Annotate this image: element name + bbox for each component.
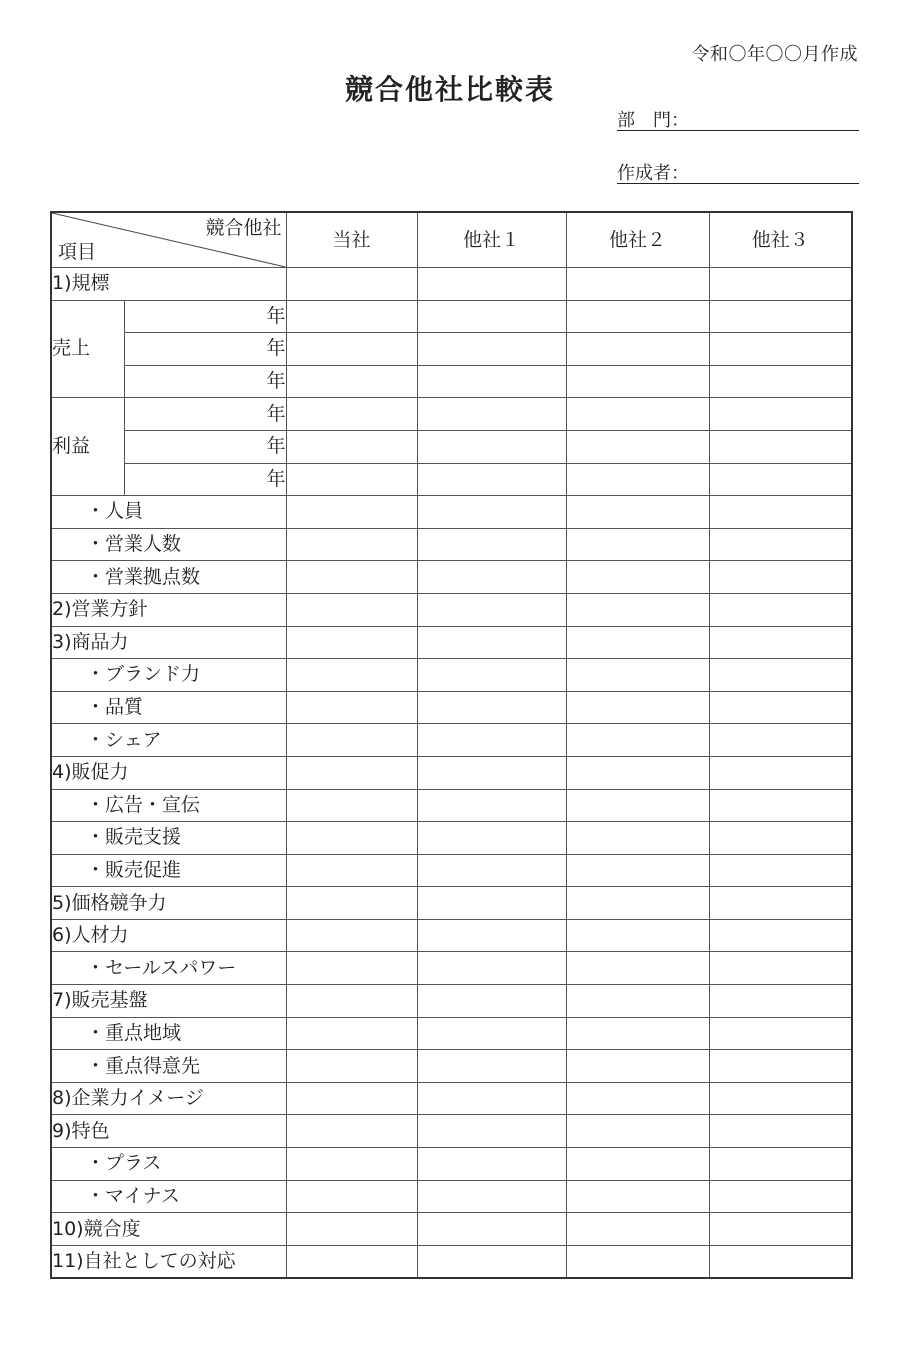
input-cell[interactable]: [286, 365, 417, 398]
input-cell[interactable]: [709, 561, 852, 594]
table-row: [51, 1050, 852, 1083]
column-header-competitor-3: 他社３: [709, 212, 852, 268]
input-cell[interactable]: [417, 952, 566, 985]
year-cell[interactable]: 年: [124, 333, 286, 366]
input-cell[interactable]: [417, 1115, 566, 1148]
author-label: 作成者：: [617, 163, 689, 184]
input-cell[interactable]: [709, 1148, 852, 1181]
input-cell[interactable]: [566, 1213, 709, 1246]
table-row: [51, 1148, 852, 1181]
input-cell[interactable]: [286, 952, 417, 985]
table-row: [51, 724, 852, 757]
input-cell[interactable]: [417, 593, 566, 626]
table-row: [51, 691, 852, 724]
input-cell[interactable]: [709, 1213, 852, 1246]
row-label: 4)販促力: [51, 756, 286, 789]
table-row: [51, 1213, 852, 1246]
row-label: 7)販売基盤: [51, 985, 286, 1018]
input-cell[interactable]: [417, 691, 566, 724]
input-cell[interactable]: [286, 789, 417, 822]
input-cell[interactable]: [286, 756, 417, 789]
input-cell[interactable]: [566, 561, 709, 594]
input-cell[interactable]: [566, 756, 709, 789]
table-row: [51, 919, 852, 952]
input-cell[interactable]: [709, 952, 852, 985]
row-label: ・マイナス: [51, 1180, 286, 1213]
row-label: ・重点得意先: [51, 1050, 286, 1083]
input-cell[interactable]: [417, 756, 566, 789]
input-cell[interactable]: [286, 626, 417, 659]
input-cell[interactable]: [566, 1148, 709, 1181]
table-row: [51, 561, 852, 594]
input-cell[interactable]: [417, 1245, 566, 1278]
input-cell[interactable]: [566, 854, 709, 887]
table-row: [51, 1017, 852, 1050]
table-row: [51, 365, 852, 398]
input-cell[interactable]: [709, 985, 852, 1018]
input-cell[interactable]: [566, 919, 709, 952]
table-row: [51, 1245, 852, 1278]
input-cell[interactable]: [709, 1082, 852, 1115]
input-cell[interactable]: [286, 496, 417, 529]
input-cell[interactable]: [566, 268, 709, 301]
input-cell[interactable]: [417, 398, 566, 431]
row-label: ・人員: [51, 496, 286, 529]
input-cell[interactable]: [417, 1180, 566, 1213]
input-cell[interactable]: [566, 496, 709, 529]
input-cell[interactable]: [566, 952, 709, 985]
table-row: [51, 854, 852, 887]
input-cell[interactable]: [286, 854, 417, 887]
table-row: [51, 593, 852, 626]
year-cell[interactable]: 年: [124, 430, 286, 463]
input-cell[interactable]: [709, 919, 852, 952]
input-cell[interactable]: [286, 1148, 417, 1181]
input-cell[interactable]: [417, 854, 566, 887]
corner-competitor-label: 競合他社: [205, 217, 282, 239]
row-label: ・営業拠点数: [51, 561, 286, 594]
input-cell[interactable]: [286, 985, 417, 1018]
column-header-competitor-1: 他社１: [417, 212, 566, 268]
input-cell[interactable]: [709, 1115, 852, 1148]
input-cell[interactable]: [566, 333, 709, 366]
row-label: ・セールスパワー: [51, 952, 286, 985]
page-title: 競合他社比較表: [344, 73, 555, 106]
input-cell[interactable]: [709, 659, 852, 692]
input-cell[interactable]: [566, 691, 709, 724]
table-row: [51, 268, 852, 301]
input-cell[interactable]: [286, 430, 417, 463]
input-cell[interactable]: [417, 1148, 566, 1181]
input-cell[interactable]: [417, 333, 566, 366]
row-label: 1)規標: [51, 268, 286, 301]
input-cell[interactable]: [566, 789, 709, 822]
input-cell[interactable]: [566, 887, 709, 920]
input-cell[interactable]: [709, 496, 852, 529]
input-cell[interactable]: [566, 430, 709, 463]
input-cell[interactable]: [709, 822, 852, 855]
input-cell[interactable]: [417, 463, 566, 496]
table-row: [51, 985, 852, 1018]
table-row: [51, 659, 852, 692]
input-cell[interactable]: [417, 1213, 566, 1246]
row-label: ・ブランド力: [51, 659, 286, 692]
input-cell[interactable]: [709, 300, 852, 333]
table-row: [51, 756, 852, 789]
input-cell[interactable]: [417, 430, 566, 463]
table-row: [51, 528, 852, 561]
input-cell[interactable]: [709, 1017, 852, 1050]
table-row: [51, 887, 852, 920]
row-label: ・シェア: [51, 724, 286, 757]
input-cell[interactable]: [286, 919, 417, 952]
input-cell[interactable]: [286, 528, 417, 561]
year-cell[interactable]: 年: [124, 463, 286, 496]
input-cell[interactable]: [566, 724, 709, 757]
input-cell[interactable]: [709, 593, 852, 626]
table-row: [51, 300, 852, 333]
input-cell[interactable]: [286, 822, 417, 855]
input-cell[interactable]: [566, 1050, 709, 1083]
input-cell[interactable]: [566, 985, 709, 1018]
input-cell[interactable]: [286, 1180, 417, 1213]
input-cell[interactable]: [709, 691, 852, 724]
input-cell[interactable]: [709, 887, 852, 920]
row-label: 5)価格競争力: [51, 887, 286, 920]
input-cell[interactable]: [417, 1017, 566, 1050]
corner-header-cell: [51, 212, 286, 268]
input-cell[interactable]: [566, 626, 709, 659]
row-label: 9)特色: [51, 1115, 286, 1148]
input-cell[interactable]: [417, 1050, 566, 1083]
row-label: ・営業人数: [51, 528, 286, 561]
row-label: 10)競合度: [51, 1213, 286, 1246]
table-row: [51, 822, 852, 855]
input-cell[interactable]: [566, 398, 709, 431]
input-cell[interactable]: [417, 985, 566, 1018]
input-cell[interactable]: [566, 822, 709, 855]
input-cell[interactable]: [709, 365, 852, 398]
input-cell[interactable]: [417, 268, 566, 301]
input-cell[interactable]: [566, 1017, 709, 1050]
input-cell[interactable]: [709, 463, 852, 496]
input-cell[interactable]: [286, 659, 417, 692]
input-cell[interactable]: [566, 659, 709, 692]
year-cell[interactable]: 年: [124, 398, 286, 431]
row-label: ・品質: [51, 691, 286, 724]
input-cell[interactable]: [286, 724, 417, 757]
row-label: ・プラス: [51, 1148, 286, 1181]
column-header-competitor-2: 他社２: [566, 212, 709, 268]
input-cell[interactable]: [286, 1115, 417, 1148]
input-cell[interactable]: [709, 854, 852, 887]
input-cell[interactable]: [417, 919, 566, 952]
creation-date: 令和〇年〇〇月作成: [691, 44, 858, 65]
input-cell[interactable]: [286, 1213, 417, 1246]
year-cell[interactable]: 年: [124, 300, 286, 333]
input-cell[interactable]: [417, 528, 566, 561]
table-row: [51, 789, 852, 822]
profit-group-label: 利益: [51, 398, 124, 496]
input-cell[interactable]: [566, 593, 709, 626]
input-cell[interactable]: [566, 528, 709, 561]
corner-item-label: 項目: [58, 241, 97, 263]
row-label: 2)営業方針: [51, 593, 286, 626]
input-cell[interactable]: [566, 300, 709, 333]
input-cell[interactable]: [286, 1082, 417, 1115]
input-cell[interactable]: [417, 724, 566, 757]
year-cell[interactable]: 年: [124, 365, 286, 398]
input-cell[interactable]: [709, 626, 852, 659]
table-row: [51, 1180, 852, 1213]
table-row: [51, 430, 852, 463]
table-row: [51, 333, 852, 366]
input-cell[interactable]: [286, 463, 417, 496]
input-cell[interactable]: [417, 365, 566, 398]
row-label: ・販売促進: [51, 854, 286, 887]
input-cell[interactable]: [417, 1082, 566, 1115]
input-cell[interactable]: [709, 756, 852, 789]
input-cell[interactable]: [566, 463, 709, 496]
input-cell[interactable]: [417, 300, 566, 333]
row-label: 11)自社としての対応: [51, 1245, 286, 1278]
input-cell[interactable]: [286, 887, 417, 920]
comparison-table: [50, 211, 853, 1279]
input-cell[interactable]: [566, 365, 709, 398]
table-row: [51, 626, 852, 659]
input-cell[interactable]: [286, 268, 417, 301]
row-label: 6)人材力: [51, 919, 286, 952]
input-cell[interactable]: [709, 268, 852, 301]
input-cell[interactable]: [709, 1050, 852, 1083]
input-cell[interactable]: [709, 333, 852, 366]
row-label: ・重点地域: [51, 1017, 286, 1050]
input-cell[interactable]: [709, 528, 852, 561]
input-cell[interactable]: [286, 1017, 417, 1050]
table-row: [51, 952, 852, 985]
table-row: [51, 398, 852, 431]
input-cell[interactable]: [417, 659, 566, 692]
column-header-own-company: 当社: [286, 212, 417, 268]
input-cell[interactable]: [566, 1180, 709, 1213]
sales-group-label: 売上: [51, 300, 124, 398]
input-cell[interactable]: [417, 496, 566, 529]
author-field[interactable]: [617, 159, 859, 184]
input-cell[interactable]: [709, 430, 852, 463]
table-header-row: [51, 212, 852, 268]
input-cell[interactable]: [566, 1115, 709, 1148]
input-cell[interactable]: [709, 724, 852, 757]
department-label: 部 門：: [617, 110, 689, 131]
input-cell[interactable]: [709, 1180, 852, 1213]
input-cell[interactable]: [709, 398, 852, 431]
input-cell[interactable]: [566, 1245, 709, 1278]
row-label: ・販売支援: [51, 822, 286, 855]
row-label: ・広告・宣伝: [51, 789, 286, 822]
input-cell[interactable]: [286, 1245, 417, 1278]
input-cell[interactable]: [286, 593, 417, 626]
department-field[interactable]: [617, 106, 859, 131]
input-cell[interactable]: [566, 1082, 709, 1115]
input-cell[interactable]: [286, 333, 417, 366]
input-cell[interactable]: [286, 1050, 417, 1083]
row-label: 8)企業力イメージ: [51, 1082, 286, 1115]
table-row: [51, 1082, 852, 1115]
table-row: [51, 1115, 852, 1148]
table-row: [51, 463, 852, 496]
input-cell[interactable]: [417, 887, 566, 920]
input-cell[interactable]: [286, 561, 417, 594]
input-cell[interactable]: [286, 691, 417, 724]
input-cell[interactable]: [417, 822, 566, 855]
input-cell[interactable]: [417, 561, 566, 594]
input-cell[interactable]: [417, 626, 566, 659]
input-cell[interactable]: [286, 398, 417, 431]
table-row: [51, 496, 852, 529]
input-cell[interactable]: [417, 789, 566, 822]
row-label: 3)商品力: [51, 626, 286, 659]
input-cell[interactable]: [709, 1245, 852, 1278]
input-cell[interactable]: [286, 300, 417, 333]
input-cell[interactable]: [709, 789, 852, 822]
